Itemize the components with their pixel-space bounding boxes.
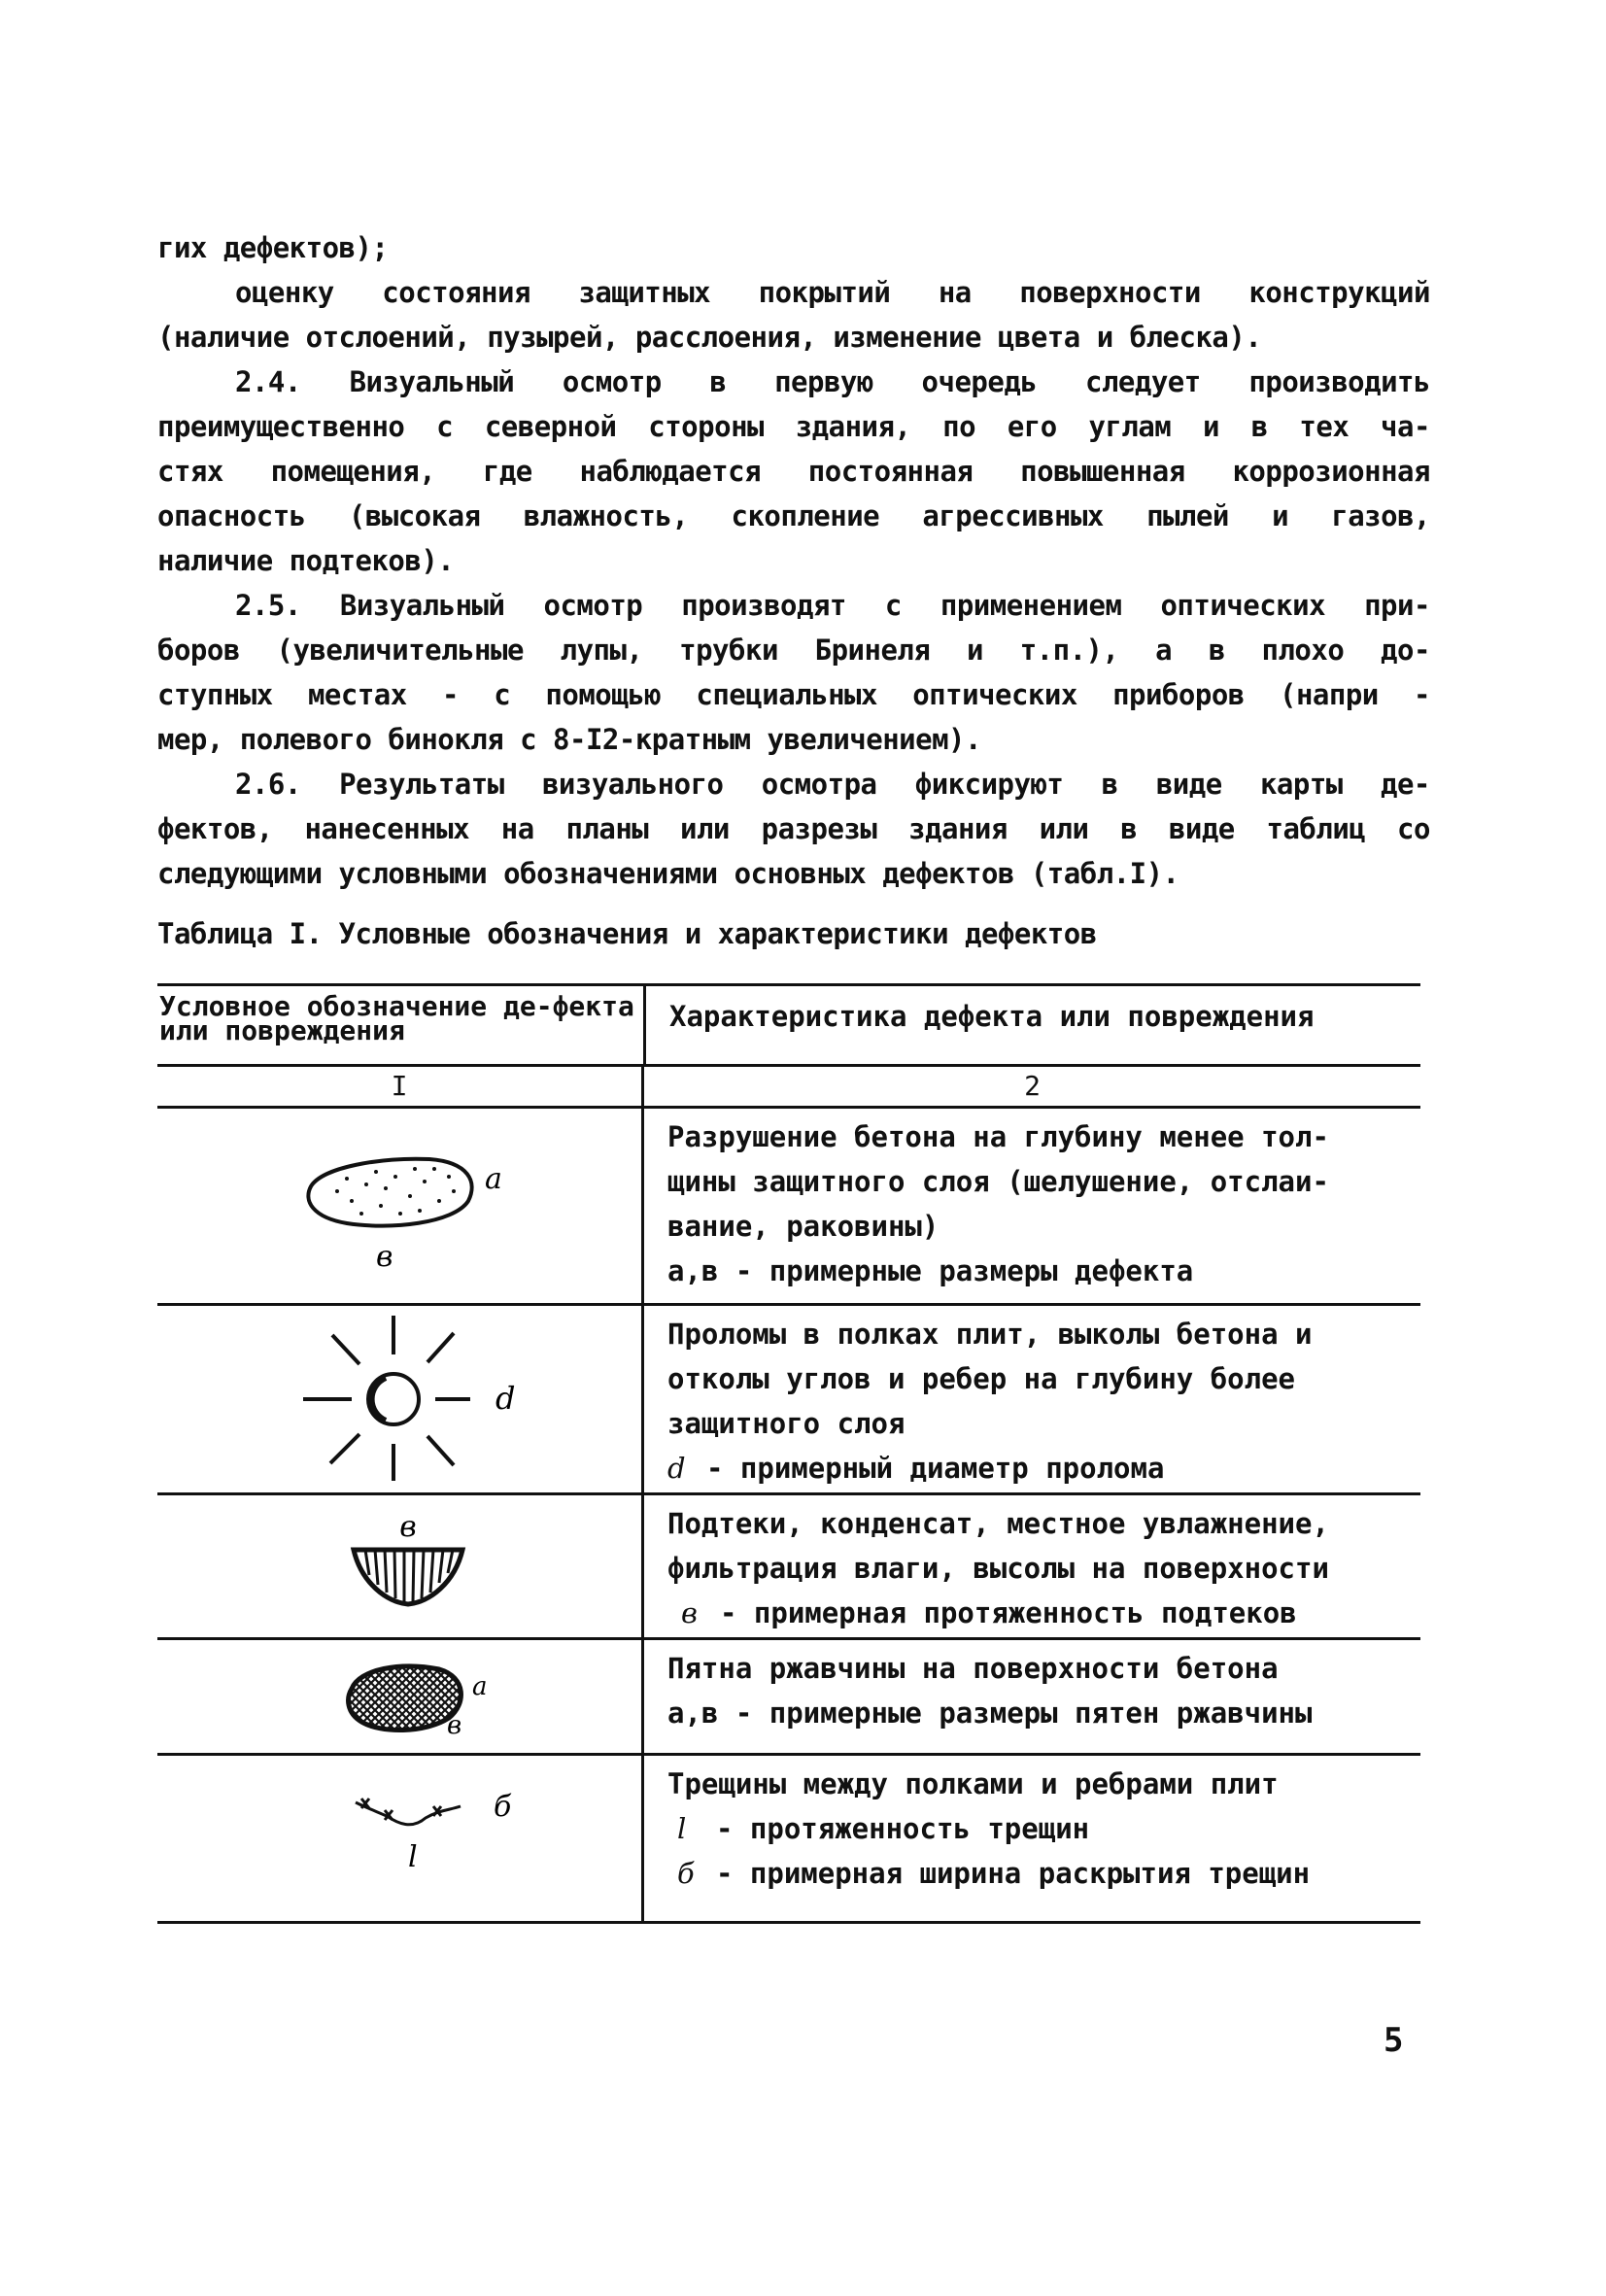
word: газов, [1331, 499, 1430, 532]
word: карты [1259, 768, 1343, 801]
table-row [157, 1495, 1420, 1640]
word: влажность, [523, 499, 689, 532]
svg-text:б: б [494, 1790, 512, 1824]
word: оптических [912, 678, 1077, 711]
svg-text:d: d [495, 1380, 516, 1417]
word: фиксируют [914, 768, 1064, 801]
word: защитных [578, 276, 711, 309]
description-line: а,в - примерные размеры дефекта [667, 1254, 1194, 1287]
word: и [967, 634, 983, 667]
word: стях [157, 455, 223, 488]
word: приборов [1112, 678, 1245, 711]
word: планы [565, 812, 649, 845]
text-line [157, 583, 1430, 628]
description-line: вание, раковины) [667, 1210, 940, 1243]
svg-text:а: а [472, 1672, 488, 1701]
description-line: Трещины между полками и ребрами плит [667, 1767, 1279, 1800]
word: применением [940, 589, 1122, 622]
word: (напри [1280, 678, 1379, 711]
word: следует [1084, 365, 1201, 398]
word: тех [1299, 410, 1350, 443]
text-line [157, 270, 1430, 315]
symbol-cell [157, 1109, 644, 1303]
breach-icon [157, 1306, 641, 1492]
col1-header: Условное обозначение де-фекта или повреждения [157, 986, 646, 1064]
description-line: Пятна ржавчины на поверхности бетона [667, 1652, 1279, 1685]
description-line: щины защитного слоя (шелушение, отслаи- [667, 1165, 1329, 1198]
text-line: (наличие отслоений, пузырей, расслоения, изменение цвета и блеска). [157, 321, 1262, 354]
word: очередь [921, 365, 1038, 398]
word: коррозионная [1232, 455, 1430, 488]
table-row [157, 1640, 1420, 1756]
svg-text:в: в [399, 1510, 417, 1544]
table-caption: Таблица I. Условные обозначения и характеристики дефектов [157, 917, 1097, 950]
description-line: фильтрация влаги, высолы на поверхности [667, 1552, 1329, 1585]
text-line: следующими условными обозначениями основных дефектов (табл.I). [157, 857, 1179, 890]
word: специальных [696, 678, 877, 711]
word: или [680, 812, 730, 845]
word: преимущественно [157, 410, 405, 443]
word: - [441, 678, 459, 711]
word: производить [1248, 365, 1430, 398]
word: пылей [1146, 499, 1229, 532]
word: при- [1364, 589, 1430, 622]
rust-spot-icon [157, 1640, 641, 1753]
word: со [1396, 812, 1430, 845]
description-line: в - примерная протяженность подтеков [681, 1596, 1297, 1629]
text-line [157, 628, 1430, 672]
svg-text:l: l [408, 1840, 418, 1874]
spalling-icon [157, 1109, 641, 1303]
defects-table [157, 983, 1420, 1924]
svg-text:в: в [447, 1711, 462, 1740]
word: конструкций [1248, 276, 1430, 309]
word: разрезы [761, 812, 877, 845]
text-line [157, 360, 1430, 404]
leak-icon [157, 1495, 641, 1637]
word: до- [1381, 634, 1430, 667]
word: лупы, [560, 634, 643, 667]
col2-header: Характеристика дефекта или повреждения [669, 1000, 1315, 1033]
description-line: б - примерная ширина раскрытия трещин [677, 1857, 1311, 1890]
word: здания, [795, 410, 911, 443]
word: местах [307, 678, 407, 711]
symbol-cell [157, 1495, 644, 1637]
word: покрытий [758, 276, 891, 309]
word: ступных [157, 678, 273, 711]
word: агрессивных [922, 499, 1104, 532]
word: с [436, 410, 454, 443]
word: (увеличительные [276, 634, 524, 667]
word: а [1155, 634, 1173, 667]
description-cell [644, 1495, 1420, 1637]
word: т.п.), [1019, 634, 1119, 667]
word: или [1039, 812, 1089, 845]
description-cell [644, 1640, 1420, 1753]
word: осмотр [543, 589, 643, 622]
description-line: l - протяженность трещин [677, 1812, 1090, 1845]
word: наблюдается [579, 455, 762, 488]
word: и [1272, 499, 1289, 532]
word: Визуальный [339, 589, 505, 622]
description-line: Проломы в полках плит, выколы бетона и [667, 1318, 1313, 1351]
word: с [494, 678, 511, 711]
word: таблиц [1266, 812, 1366, 845]
table-row [157, 1109, 1420, 1306]
description-line: Подтеки, конденсат, местное увлажнение, [667, 1507, 1329, 1540]
description-line: а,в - примерные размеры пятен ржавчины [667, 1696, 1313, 1730]
symbol-cell [157, 1306, 644, 1492]
word: где [482, 455, 532, 488]
body-text [157, 225, 1430, 896]
word: состояния [382, 276, 530, 309]
crack-icon [157, 1756, 641, 1921]
description-cell [644, 1109, 1420, 1303]
word: помощью [545, 678, 662, 711]
col1-number: I [157, 1067, 644, 1106]
word: в [1120, 812, 1138, 845]
word: виде [1168, 812, 1235, 845]
word: по [942, 410, 976, 443]
word: скопление [731, 499, 880, 532]
word: производят [681, 589, 846, 622]
text-line [157, 494, 1430, 538]
table-row [157, 1306, 1420, 1495]
word: и [1203, 410, 1219, 443]
col2-number: 2 [1024, 1070, 1041, 1102]
word: виде [1155, 768, 1222, 801]
word: опасность [157, 499, 306, 532]
text-line [157, 404, 1430, 449]
word: де- [1381, 768, 1430, 801]
word: в [709, 365, 727, 398]
table-row [157, 1756, 1420, 1924]
word: Бринеля [814, 634, 931, 667]
text-line: мер, полевого бинокля с 8-I2-кратным увеличением). [157, 723, 981, 756]
word: плохо [1261, 634, 1345, 667]
word: помещения, [270, 455, 436, 488]
word: углам [1088, 410, 1172, 443]
word: визуального [541, 768, 724, 801]
word: (высокая [348, 499, 481, 532]
word: ча- [1381, 410, 1430, 443]
word: на [938, 276, 972, 309]
word: нанесенных [304, 812, 470, 845]
word: с [884, 589, 902, 622]
word: 2.5. [235, 589, 301, 622]
word: повышенная [1020, 455, 1185, 488]
word: осмотр [562, 365, 662, 398]
text-line [157, 672, 1430, 717]
word: фектов, [157, 812, 273, 845]
word: оценку [235, 276, 334, 309]
symbol-cell [157, 1756, 644, 1921]
column-numbers-row [157, 1067, 1420, 1109]
text-line [157, 806, 1430, 851]
svg-text:в: в [376, 1240, 393, 1274]
word: Результаты [339, 768, 504, 801]
word: здания [908, 812, 1008, 845]
table-header-row [157, 986, 1420, 1067]
word: первую [774, 365, 873, 398]
word: его [1007, 410, 1057, 443]
description-line: Разрушение бетона на глубину менее тол- [667, 1120, 1329, 1153]
text-line: гих дефектов); [157, 231, 389, 264]
description-cell [644, 1306, 1420, 1492]
word: оптических [1160, 589, 1326, 622]
description-line: защитного слоя [667, 1407, 906, 1440]
word: в [1250, 410, 1268, 443]
text-line [157, 762, 1430, 806]
page-number: 5 [1384, 2021, 1404, 2060]
description-line: отколы углов и ребер на глубину более [667, 1362, 1296, 1395]
word: постоянная [807, 455, 974, 488]
symbol-cell [157, 1640, 644, 1753]
word: в [1208, 634, 1225, 667]
text-line: наличие подтеков). [157, 544, 455, 577]
word: северной [484, 410, 617, 443]
text-line [157, 449, 1430, 494]
word: трубки [679, 634, 778, 667]
description-line: d - примерный диаметр пролома [667, 1452, 1165, 1485]
word: 2.6. [235, 768, 301, 801]
word: - [1414, 678, 1430, 711]
word: поверхности [1019, 276, 1201, 309]
description-cell [644, 1756, 1420, 1921]
word: в [1101, 768, 1118, 801]
svg-text:а: а [485, 1162, 502, 1196]
word: на [500, 812, 534, 845]
word: боров [157, 634, 240, 667]
word: Визуальный [349, 365, 515, 398]
word: 2.4. [235, 365, 301, 398]
word: осмотра [761, 768, 877, 801]
word: стороны [648, 410, 764, 443]
